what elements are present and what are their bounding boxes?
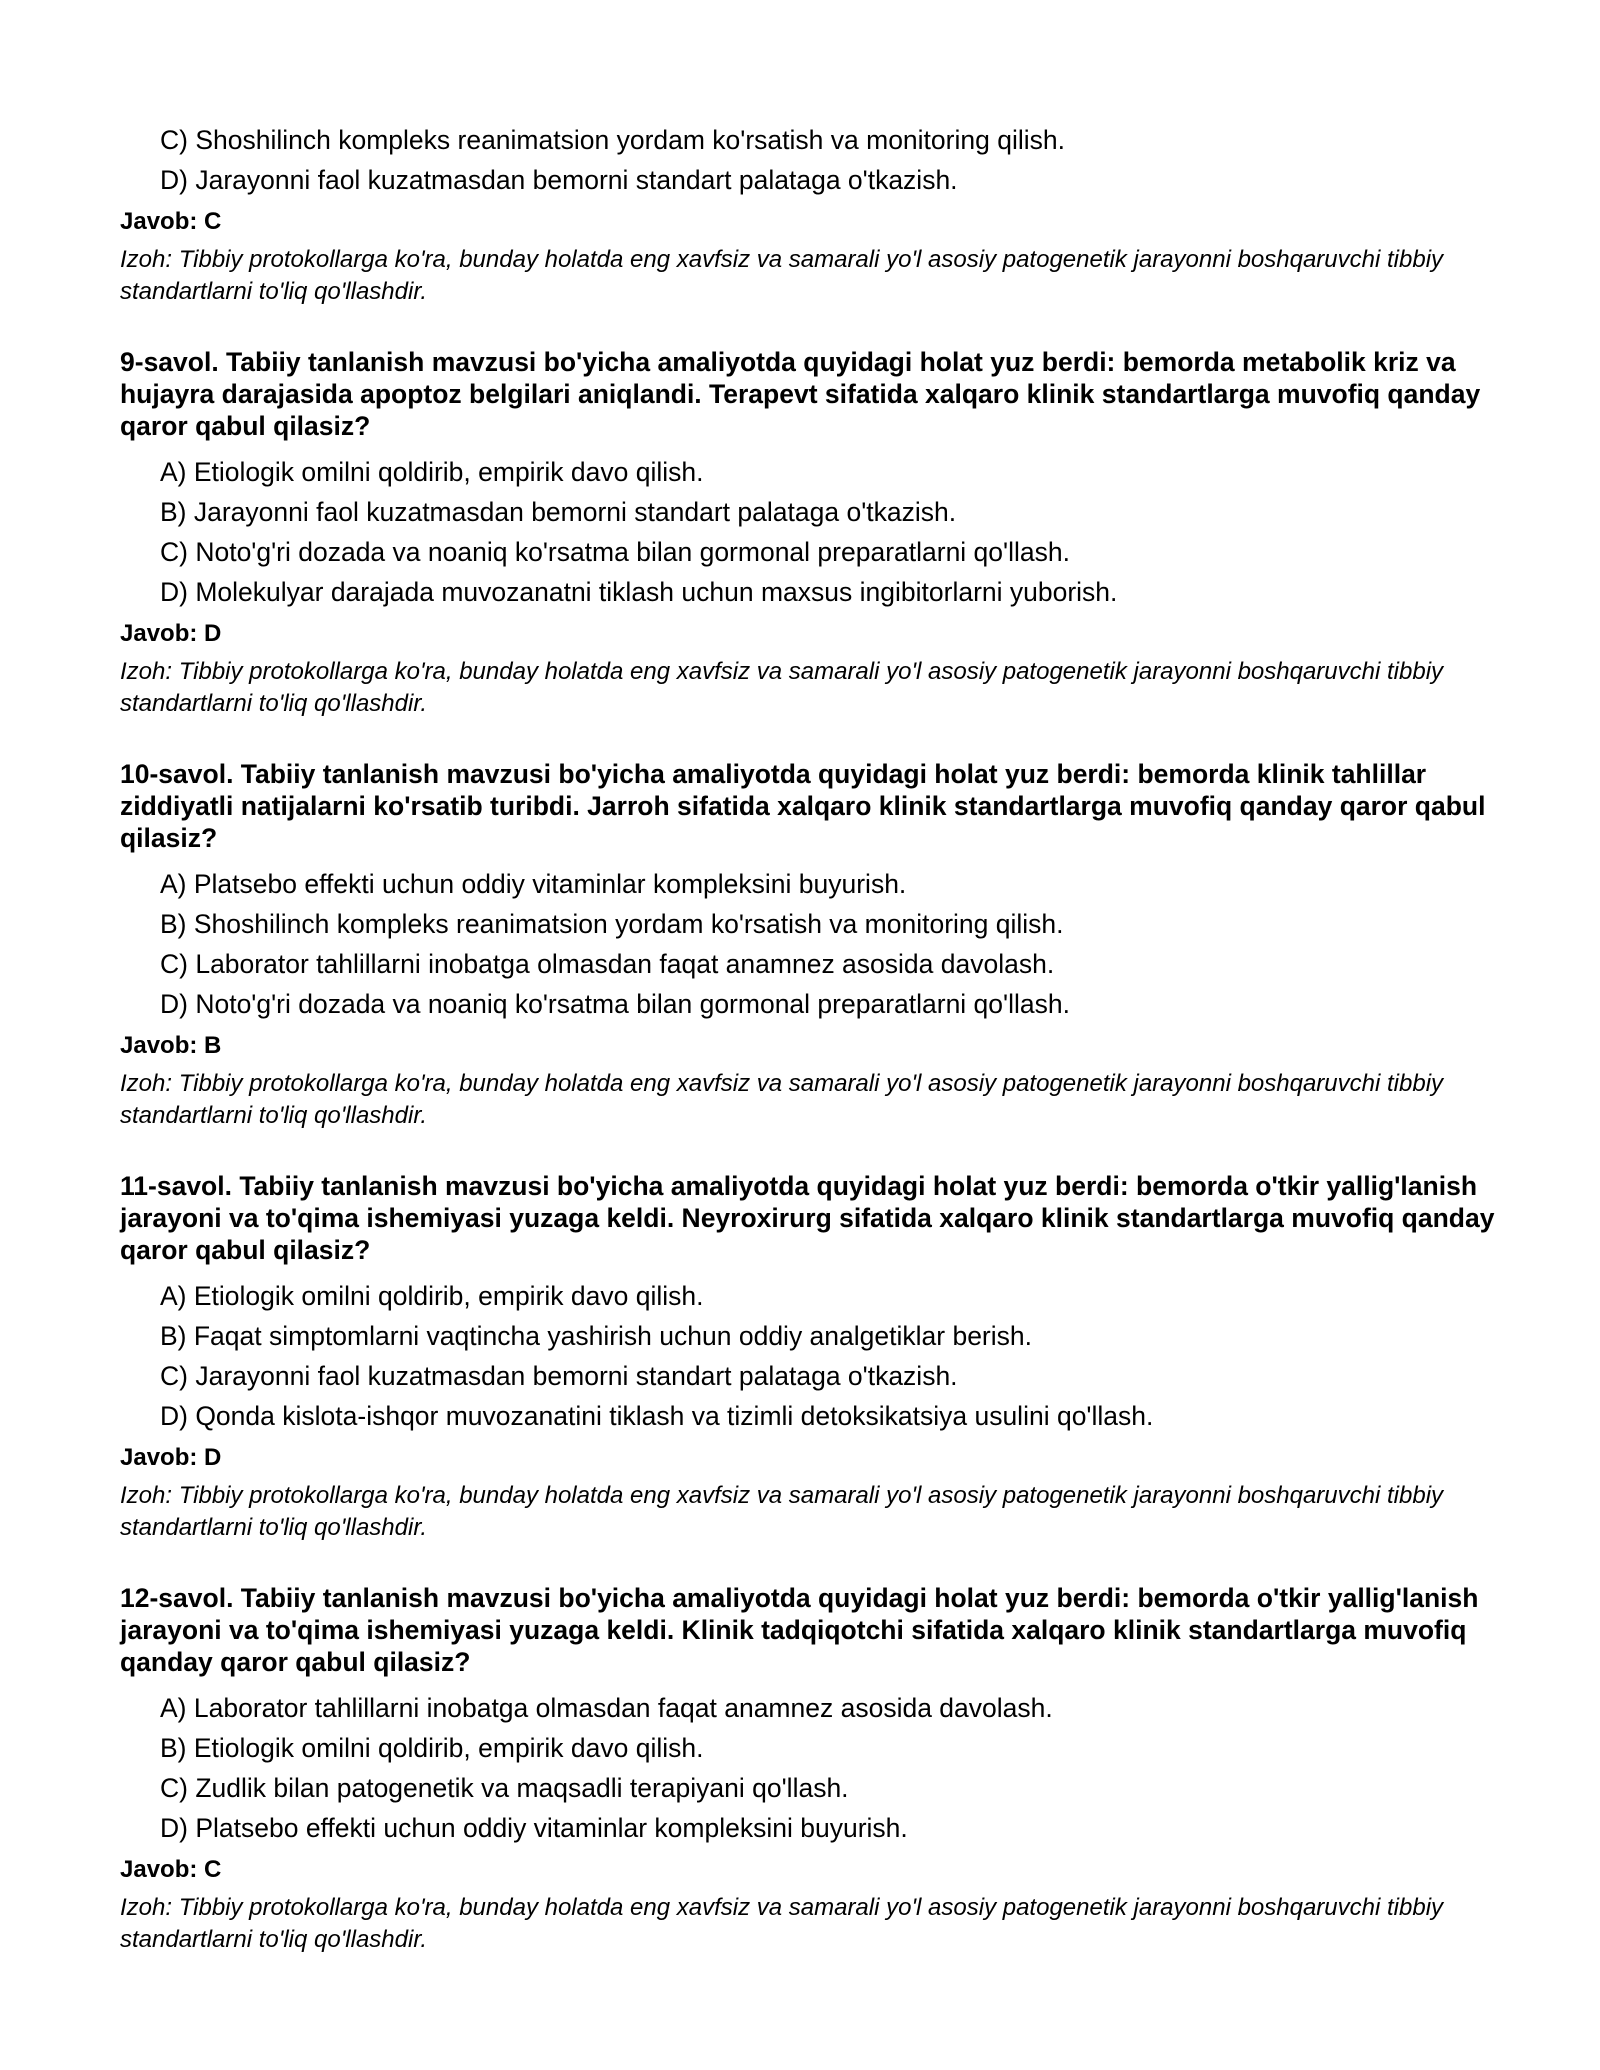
question-12 [120, 1582, 1500, 1956]
option-d: D) Platsebo effekti uchun oddiy vitaminlar kompleksini buyurish. [160, 1813, 908, 1843]
question-title: 11-savol. Tabiiy tanlanish mavzusi bo'yicha amaliyotda quyidagi holat yuz berdi: bemorda o'tkir yallig'lanish jarayoni va to'qima ishemiyasi yuzaga keldi. Neyroxirurg sifatida xalqaro klinik standartlarga muvofiq qanday qaror qabul qilasiz? [120, 1171, 1495, 1265]
answer-label: Javob: D [120, 1444, 222, 1471]
option-c: C) Shoshilinch kompleks reanimatsion yordam ko'rsatish va monitoring qilish. [160, 125, 1065, 155]
option-a: A) Platsebo effekti uchun oddiy vitaminlar kompleksini buyurish. [160, 869, 907, 899]
document-page [120, 120, 1500, 1956]
question-title: 12-savol. Tabiiy tanlanish mavzusi bo'yicha amaliyotda quyidagi holat yuz berdi: bemorda o'tkir yallig'lanish jarayoni va to'qima ishemiyasi yuzaga keldi. Klinik tadqiqotchi sifatida xalqaro klinik standartlarga muvofiq qanday qaror qabul qilasiz? [120, 1583, 1479, 1677]
option-b: B) Etiologik omilni qoldirib, empirik davo qilish. [160, 1733, 704, 1763]
option-c: C) Noto'g'ri dozada va noaniq ko'rsatma bilan gormonal preparatlarni qo'llash. [160, 537, 1070, 567]
explanation-note: Izoh: Tibbiy protokollarga ko'ra, bunday holatda eng xavfsiz va samarali yo'l asosiy patogenetik jarayonni boshqaruvchi tibbiy standartlarni to'liq qo'llashdir. [120, 1482, 1444, 1541]
option-d: D) Qonda kislota-ishqor muvozanatini tiklash va tizimli detoksikatsiya usulini qo'llash. [160, 1401, 1154, 1431]
option-c: C) Jarayonni faol kuzatmasdan bemorni standart palataga o'tkazish. [160, 1361, 958, 1391]
answer-label: Javob: B [120, 1032, 222, 1059]
answer-label: Javob: C [120, 1856, 222, 1883]
option-a: A) Laborator tahlillarni inobatga olmasdan faqat anamnez asosida davolash. [160, 1693, 1053, 1723]
question-title: 9-savol. Tabiiy tanlanish mavzusi bo'yicha amaliyotda quyidagi holat yuz berdi: bemorda metabolik kriz va hujayra darajasida apoptoz belgilari aniqlandi. Terapevt sifatida xalqaro klinik standartlarga muvofiq qanday qaror qabul qilasiz? [120, 347, 1481, 441]
question-9 [120, 346, 1500, 720]
answer-label: Javob: C [120, 208, 222, 235]
explanation-note: Izoh: Tibbiy protokollarga ko'ra, bunday holatda eng xavfsiz va samarali yo'l asosiy patogenetik jarayonni boshqaruvchi tibbiy standartlarni to'liq qo'llashdir. [120, 1894, 1444, 1953]
option-d: D) Molekulyar darajada muvozanatni tiklash uchun maxsus ingibitorlarni yuborish. [160, 577, 1118, 607]
option-d: D) Noto'g'ri dozada va noaniq ko'rsatma bilan gormonal preparatlarni qo'llash. [160, 989, 1070, 1019]
explanation-note: Izoh: Tibbiy protokollarga ko'ra, bunday holatda eng xavfsiz va samarali yo'l asosiy patogenetik jarayonni boshqaruvchi tibbiy standartlarni to'liq qo'llashdir. [120, 1070, 1444, 1129]
explanation-note: Izoh: Tibbiy protokollarga ko'ra, bunday holatda eng xavfsiz va samarali yo'l asosiy patogenetik jarayonni boshqaruvchi tibbiy standartlarni to'liq qo'llashdir. [120, 246, 1444, 305]
option-c: C) Laborator tahlillarni inobatga olmasdan faqat anamnez asosida davolash. [160, 949, 1055, 979]
explanation-note: Izoh: Tibbiy protokollarga ko'ra, bunday holatda eng xavfsiz va samarali yo'l asosiy patogenetik jarayonni boshqaruvchi tibbiy standartlarni to'liq qo'llashdir. [120, 658, 1444, 717]
question-8-continuation [120, 120, 1500, 308]
option-a: A) Etiologik omilni qoldirib, empirik davo qilish. [160, 457, 704, 487]
question-title: 10-savol. Tabiiy tanlanish mavzusi bo'yicha amaliyotda quyidagi holat yuz berdi: bemorda klinik tahlillar ziddiyatli natijalarni ko'rsatib turibdi. Jarroh sifatida xalqaro klinik standartlarga muvofiq qanday qaror qabul qilasiz? [120, 759, 1486, 853]
answer-label: Javob: D [120, 620, 222, 647]
option-b: B) Faqat simptomlarni vaqtincha yashirish uchun oddiy analgetiklar berish. [160, 1321, 1032, 1351]
option-a: A) Etiologik omilni qoldirib, empirik davo qilish. [160, 1281, 704, 1311]
option-b: B) Shoshilinch kompleks reanimatsion yordam ko'rsatish va monitoring qilish. [160, 909, 1064, 939]
option-b: B) Jarayonni faol kuzatmasdan bemorni standart palataga o'tkazish. [160, 497, 957, 527]
question-10 [120, 758, 1500, 1132]
question-11 [120, 1170, 1500, 1544]
option-d: D) Jarayonni faol kuzatmasdan bemorni standart palataga o'tkazish. [160, 165, 958, 195]
option-c: C) Zudlik bilan patogenetik va maqsadli terapiyani qo'llash. [160, 1773, 849, 1803]
